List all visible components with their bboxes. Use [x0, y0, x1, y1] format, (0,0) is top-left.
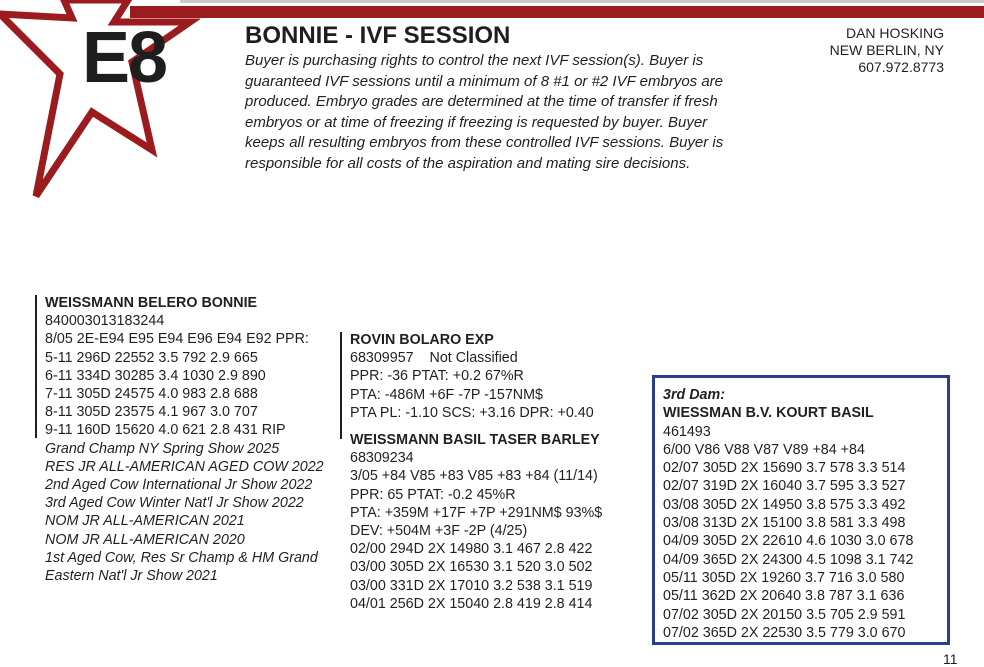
dam-honor: NOM JR ALL-AMERICAN 2021	[45, 513, 245, 530]
top-rule-gray	[180, 0, 984, 3]
third-dam-line: 07/02 365D 2X 22530 3.5 779 3.0 670	[663, 624, 906, 641]
dam-record: 9-11 160D 15620 4.0 621 2.8 431 RIP	[45, 422, 286, 439]
description-line: Buyer is purchasing rights to control the next IVF session(s). Buyer is	[245, 52, 704, 69]
consignor-info	[830, 25, 944, 76]
third-dam-line: 04/09 305D 2X 22610 4.6 1030 3.0 678	[663, 533, 914, 550]
sire-line: 68309957 Not Classified	[350, 350, 518, 367]
sire-line: PTA: -486M +6F -7P -157NM$	[350, 386, 543, 403]
description-line: embryos or at time of freezing if freezing is requested by buyer. Buyer	[245, 113, 708, 131]
lot-number: E8	[82, 18, 167, 98]
third-dam-block	[663, 386, 913, 642]
third-dam-label: 3rd Dam:	[663, 387, 725, 403]
maternal-grandsire-block	[350, 431, 602, 613]
page-title: BONNIE - IVF SESSION	[245, 22, 511, 49]
dam-honor: Eastern Nat'l Jr Show 2021	[45, 568, 218, 585]
consignor-location: NEW BERLIN, NY	[829, 42, 944, 58]
mgs-line: PTA: +359M +17F +7P +291NM$ 93%$	[350, 504, 603, 521]
dam-record: 8/05 2E-E94 E95 E94 E96 E94 E92 PPR:	[45, 331, 309, 348]
sire-name: ROVIN BOLARO EXP	[350, 332, 494, 348]
pedigree-bracket	[340, 332, 342, 439]
third-dam-line: 02/07 319D 2X 16040 3.7 595 3.3 527	[663, 478, 906, 495]
dam-record: 8-11 305D 23575 4.1 967 3.0 707	[45, 404, 258, 421]
top-rule-red	[130, 6, 984, 18]
dam-registration: 840003013183244	[45, 313, 165, 330]
pedigree-bracket	[35, 295, 37, 438]
dam-honor: RES JR ALL-AMERICAN AGED COW 2022	[45, 458, 324, 475]
third-dam-line: 03/08 313D 2X 15100 3.8 581 3.3 498	[663, 515, 906, 532]
dam-record: 7-11 305D 24575 4.0 983 2.8 688	[45, 386, 258, 403]
description-line: responsible for all costs of the aspiration and mating sire decisions.	[245, 154, 691, 172]
third-dam-line: 03/08 305D 2X 14950 3.8 575 3.3 492	[663, 496, 906, 513]
sire-line: PTA PL: -1.10 SCS: +3.16 DPR: +0.40	[350, 404, 594, 421]
page-number: 11	[943, 651, 958, 667]
third-dam-line: 02/07 305D 2X 15690 3.7 578 3.3 514	[663, 460, 906, 477]
consignor-name: DAN HOSKING	[845, 25, 944, 41]
third-dam-box	[652, 375, 950, 645]
dam-block	[45, 294, 324, 585]
description-line: produced. Embryo grades are determined at the time of transfer if fresh	[245, 93, 718, 110]
third-dam-line: 6/00 V86 V88 V87 V89 +84 +84	[663, 441, 865, 458]
mgs-line: DEV: +504M +3F -2P (4/25)	[350, 523, 528, 540]
dam-honor: Grand Champ NY Spring Show 2025	[45, 440, 280, 457]
sire-block	[350, 331, 594, 422]
dam-record: 5-11 296D 22552 3.5 792 2.9 665	[45, 349, 258, 366]
description-line: guaranteed IVF sessions until a minimum of 8 #1 or #2 IVF embryos are	[245, 72, 724, 90]
mgs-line: 02/00 294D 2X 14980 3.1 467 2.8 422	[350, 541, 593, 558]
dam-honor: 1st Aged Cow, Res Sr Champ & HM Grand	[45, 549, 318, 566]
dam-honor: NOM JR ALL-AMERICAN 2020	[45, 531, 245, 548]
third-dam-line: 461493	[663, 423, 711, 440]
third-dam-name: WIESSMAN B.V. KOURT BASIL	[663, 405, 874, 422]
third-dam-line: 05/11 305D 2X 19260 3.7 716 3.0 580	[663, 569, 905, 586]
mgs-line: PPR: 65 PTAT: -0.2 45%R	[350, 486, 516, 503]
mgs-name: WEISSMANN BASIL TASER BARLEY	[350, 432, 600, 448]
third-dam-line: 05/11 362D 2X 20640 3.8 787 3.1 636	[663, 588, 905, 605]
mgs-line: 68309234	[350, 450, 414, 467]
consignor-phone: 607.972.8773	[858, 59, 944, 75]
dam-honor: 2nd Aged Cow International Jr Show 2022	[45, 477, 313, 494]
sire-line: PPR: -36 PTAT: +0.2 67%R	[350, 368, 524, 385]
lot-description	[245, 51, 735, 174]
mgs-line: 03/00 331D 2X 17010 3.2 538 3.1 519	[350, 577, 593, 594]
description-line: keeps all resulting embryos from these controlled IVF sessions. Buyer is	[245, 134, 724, 151]
dam-honor: 3rd Aged Cow Winter Nat'l Jr Show 2022	[45, 495, 304, 512]
dam-record: 6-11 334D 30285 3.4 1030 2.9 890	[45, 367, 266, 384]
mgs-line: 04/01 256D 2X 15040 2.8 419 2.8 414	[350, 595, 593, 612]
mgs-line: 03/00 305D 2X 16530 3.1 520 3.0 502	[350, 559, 593, 576]
dam-name: WEISSMANN BELERO BONNIE	[45, 295, 258, 311]
third-dam-line: 07/02 305D 2X 20150 3.5 705 2.9 591	[663, 606, 906, 623]
third-dam-line: 04/09 365D 2X 24300 4.5 1098 3.1 742	[663, 551, 914, 568]
mgs-line: 3/05 +84 V85 +83 V85 +83 +84 (11/14)	[350, 468, 598, 485]
